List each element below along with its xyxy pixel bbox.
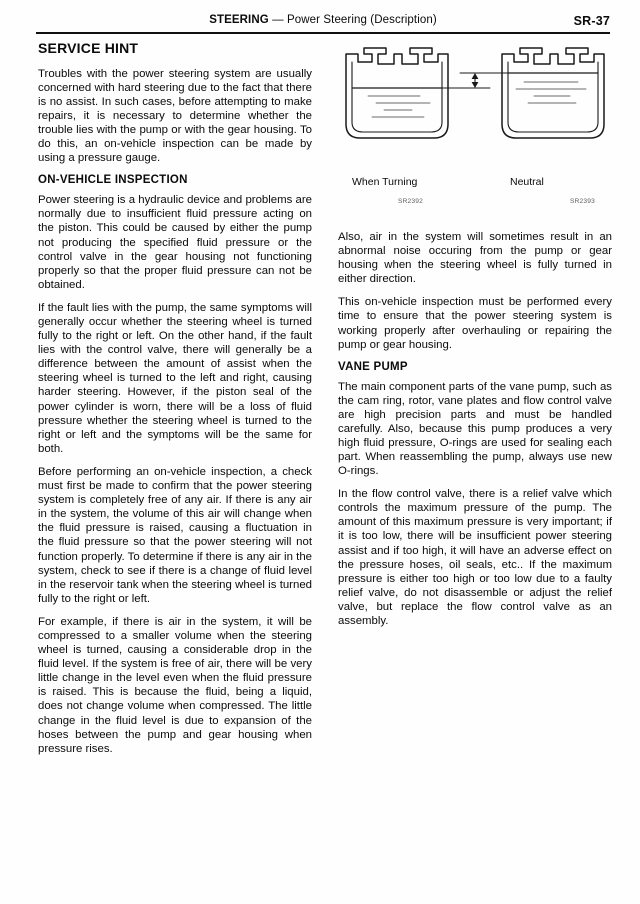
left-tank-inner-wall bbox=[352, 62, 442, 132]
paragraph-inspection-every-time: This on-vehicle inspection must be performed every time to ensure that the power steering system is working properly after overhauling or repairing the pump or gear housing. bbox=[338, 296, 612, 351]
figure-caption-when-turning: When Turning bbox=[352, 176, 418, 188]
subsection-heading-on-vehicle-inspection: ON-VEHICLE INSPECTION bbox=[38, 174, 188, 187]
paragraph-fault-pump-vs-valve: If the fault lies with the pump, the same symptoms will generally occur whether the steering wheel is turned fully to the right or left. On the other hand, if the fault lies with the control valve, there will generally be a difference between the amount of assist when the steering wheel is turned to the left and right, causing harder steering. However, if the piston seal of the power cylinder is worn, there will be a loss of fluid pressure whether the steering wheel is turned to the right or left and the symptoms will be the same for both. bbox=[38, 301, 312, 455]
header-title-subject: Power Steering (Description) bbox=[286, 14, 437, 26]
paragraph-air-check: Before performing an on-vehicle inspection, a check must first be made to confirm that the power steering system is completely free of any air. If there is any air in the system, the volume of this air will change when the fluid pressure is raised, causing a fluctuation in the fluid pressure so that the power steering will not function properly. To determine if there is any air in the system, check to see if there is a change of fluid level in the reservoir tank when the steering wheel is turned fully to the right or left. bbox=[38, 465, 312, 605]
paragraph-hydraulic-device: Power steering is a hydraulic device and problems are normally due to insufficient fluid pressure acting on the piston. This could be caused by either the pump not producing the specified fluid pressure or the control valve in the gear housing not functioning properly so that the proper fluid pressure can not be obtained. bbox=[38, 194, 312, 291]
left-column bbox=[38, 40, 312, 756]
dimension-arrow-down bbox=[472, 82, 479, 88]
page-number: SR-37 bbox=[573, 14, 610, 28]
figure-captions bbox=[338, 176, 612, 192]
figure-code-right: SR2393 bbox=[570, 198, 596, 205]
right-column bbox=[338, 40, 612, 628]
header-title bbox=[36, 14, 610, 26]
header-title-system: STEERING bbox=[209, 14, 269, 26]
paragraph-service-hint-intro: Troubles with the power steering system are usually concerned with hard steering due to the fact that there is no assist. In such cases, before attempting to make repairs, it is necessary to determine whether the trouble lies with the pump or with the gear housing. To do this, an on-vehicle inspection can be made by using a pressure gauge. bbox=[38, 67, 312, 165]
section-heading-service-hint: SERVICE HINT bbox=[38, 40, 139, 56]
paragraph-vane-pump-components: The main component parts of the vane pump, such as the cam ring, rotor, vane plates and flow control valve are high precision parts and must be handled carefully. Also, because this pump produces a very high fluid pressure, O-rings are used for sealing each part. When reassembling the pump, always use new O-rings. bbox=[338, 380, 612, 478]
subsection-heading-vane-pump: VANE PUMP bbox=[338, 360, 408, 373]
reservoir-tanks-diagram bbox=[338, 40, 612, 170]
figure-code-left: SR2392 bbox=[398, 198, 424, 205]
figure-reservoir-fluid-level bbox=[338, 40, 612, 170]
figure-caption-neutral: Neutral bbox=[510, 176, 544, 188]
figure-spacer bbox=[338, 212, 612, 230]
left-tank-outer-shell bbox=[346, 48, 448, 138]
paragraph-abnormal-noise: Also, air in the system will sometimes result in an abnormal noise occuring from the pump or gear housing when the steering wheel is fully turned in either direction. bbox=[338, 231, 612, 286]
figure-reference-codes bbox=[338, 198, 612, 212]
paragraph-air-compression-example: For example, if there is air in the system, it will be compressed to a smaller volume when the steering wheel is turned, causing a considerable drop in the fluid level. If the system is free of air, there will be very little change in the level even when the fluid pressure is raised. This is because the fluid, being a liquid, does not change volume when compressed. The little change in the fluid level is due to expansion of the hoses between the pump and gear housing when pressure rises. bbox=[38, 615, 312, 755]
header-rule bbox=[36, 32, 610, 34]
paragraph-relief-valve: In the flow control valve, there is a relief valve which controls the maximum pressure of the pump. The amount of this maximum pressure is very important; if it is too low, there will be insufficient power steering assist and if too high, it will have an adverse effect on the pressure hoses, oil seals, etc.. If the maximum pressure is either too high or too low due to a faulty relief valve, do not disassemble or adjust the relief valve, but replace the flow control valve as an assembly. bbox=[338, 488, 612, 628]
dimension-arrow-up bbox=[472, 73, 479, 79]
header-title-dash: — bbox=[268, 14, 287, 26]
right-tank-outer-shell bbox=[502, 48, 604, 138]
